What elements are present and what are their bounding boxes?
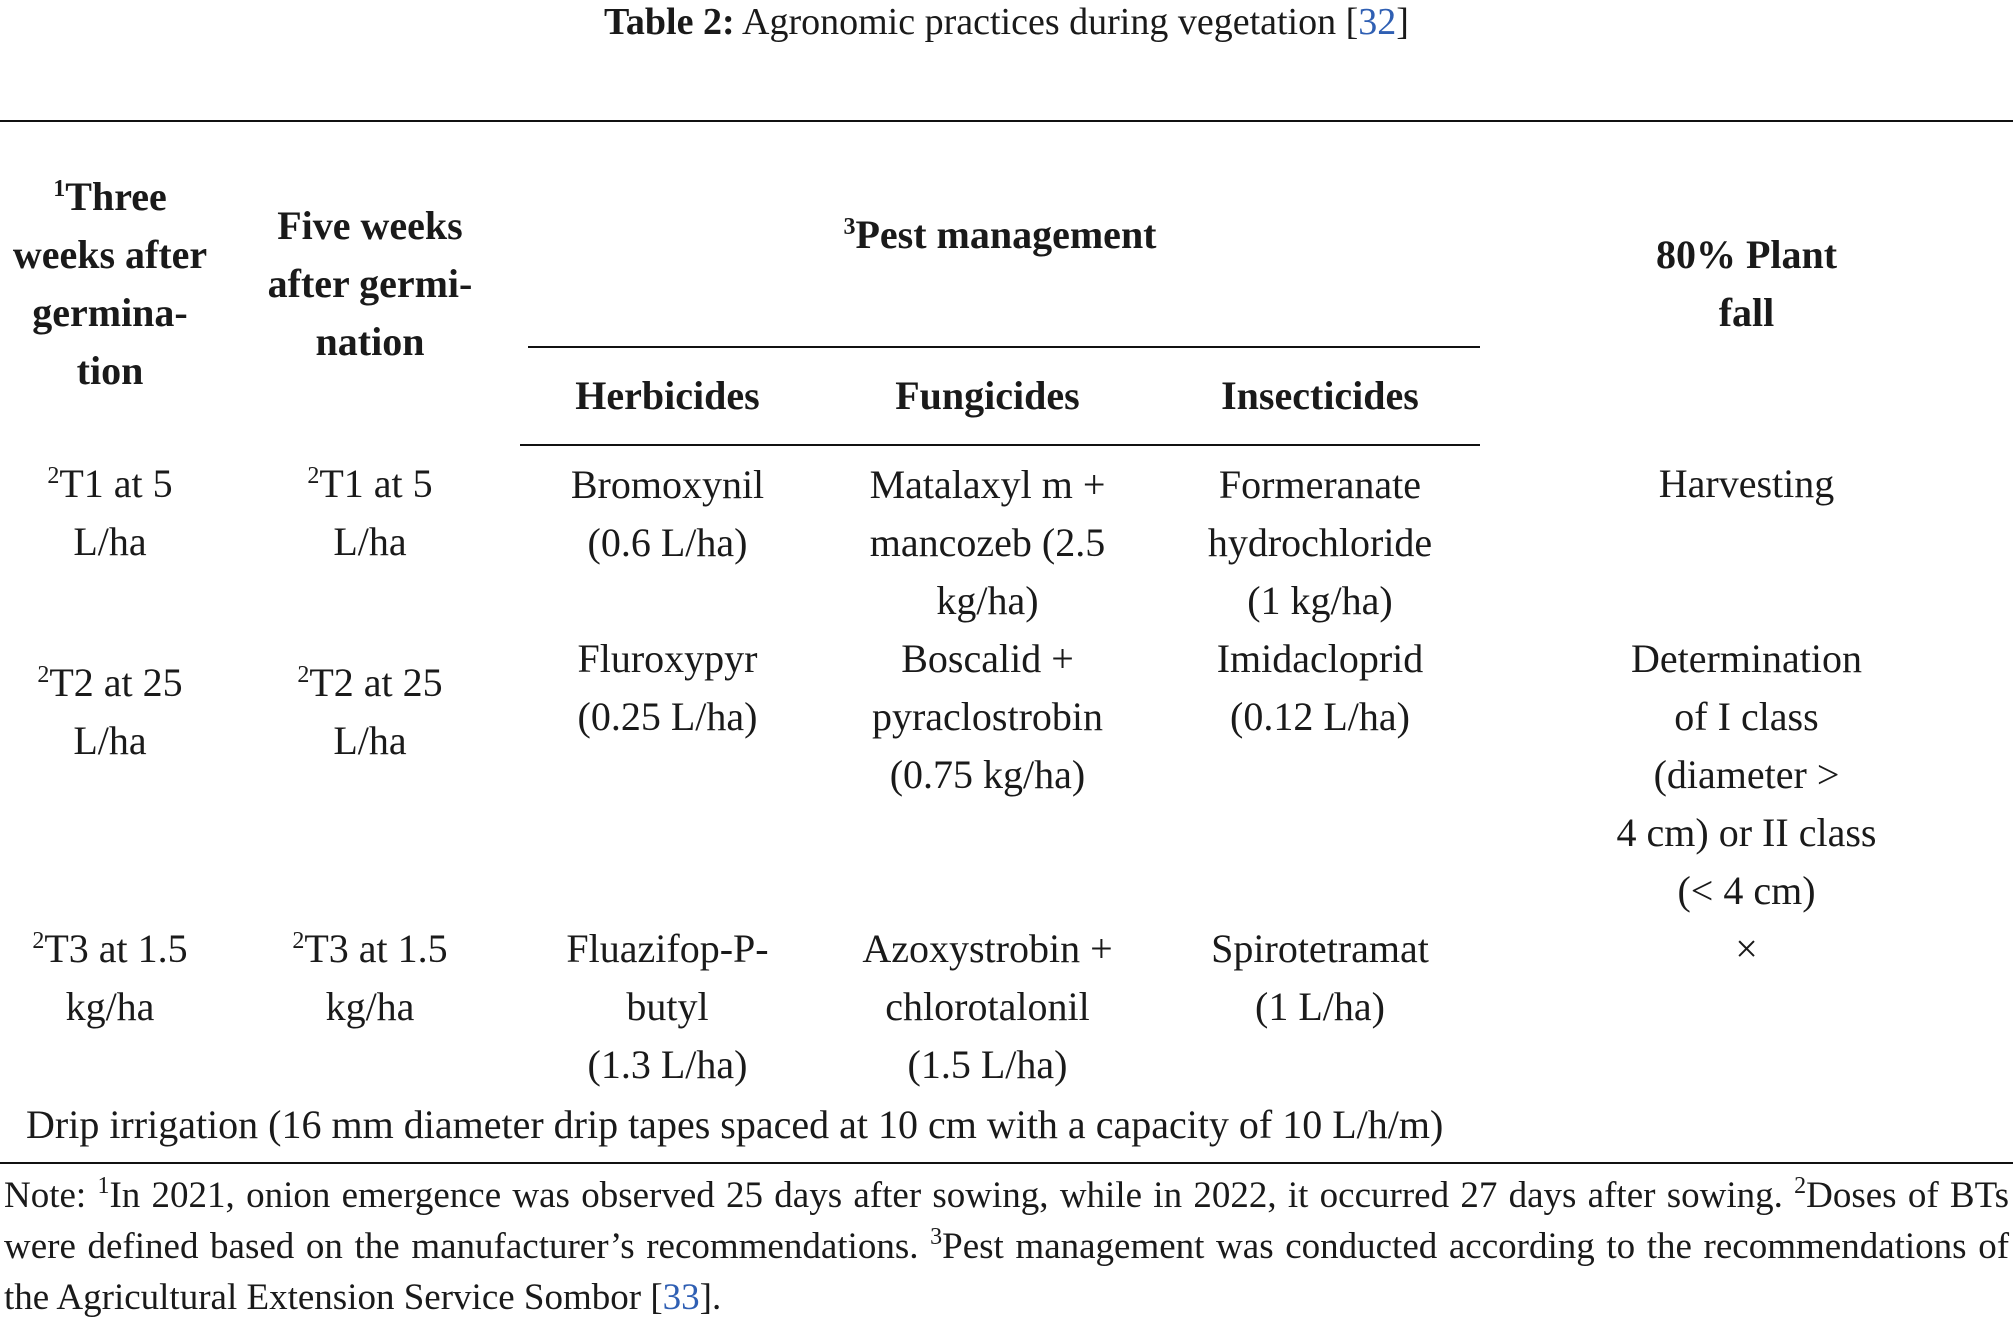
table-note: Note: $^1$In 2021, onion emergence was observed 25 days after sowing, while in 2022, it occurred 27 days after sowing. $^2$Doses of BTs were defined based on the manufacturer’s recommendations. $^3$Pest management was conducted according to the recommendations of the Agricultural Extension Service Sombor [33]. [4, 1173, 2010, 1318]
cell-drip-irrigation: Drip irrigation (16 mm diameter drip tapes spaced at 10 cm with a capacity of 10 L/h/m) [0, 1094, 2013, 1163]
table-row [0, 920, 2013, 1094]
cell-fungicides: Boscalid + pyraclostrobin (0.75 kg/ha) [871, 636, 1104, 797]
cell-five-weeks: $^2$T1 at 5 L/ha [307, 461, 433, 564]
table-row-drip-irrigation [0, 1094, 2013, 1163]
cell-herbicides: Fluazifop-P- butyl (1.3 L/ha) [566, 926, 769, 1087]
cell-five-weeks: $^2$T2 at 25 L/ha [297, 660, 443, 763]
table-caption: Table 2: Agronomic practices during vegetation [32] [604, 1, 1409, 43]
header-five-weeks: Five weeks after germi- nation [220, 121, 520, 445]
footnote-mark: 1 [97, 1173, 110, 1199]
agronomic-practices-table [0, 120, 2013, 1164]
cell-three-weeks: $^2$T2 at 25 L/ha [37, 660, 183, 763]
cell-plant-fall: Determination of I class (diameter > 4 cm) or II class (< 4 cm) [1616, 636, 1877, 913]
cell-three-weeks: $^2$T1 at 5 L/ha [47, 461, 173, 564]
header-pest-management: $^3$Pest management [520, 121, 1480, 348]
cell-herbicides: Bromoxynil (0.6 L/ha) [570, 462, 765, 565]
table-row [0, 630, 2013, 920]
caption-label: Table 2: [604, 1, 735, 43]
footnote-mark: 3 [930, 1224, 943, 1250]
caption-ref-link[interactable]: 32 [1358, 1, 1397, 43]
cell-insecticides: Formeranate hydrochloride (1 kg/ha) [1207, 462, 1433, 623]
cell-fungicides: Azoxystrobin + chlorotalonil (1.5 L/ha) [862, 926, 1113, 1087]
cell-five-weeks: $^2$T3 at 1.5 kg/ha [292, 926, 448, 1029]
cell-herbicides: Fluroxypyr (0.25 L/ha) [577, 636, 758, 739]
cell-plant-fall: Harvesting [1658, 461, 1835, 506]
cell-insecticides: Spirotetramat (1 L/ha) [1211, 926, 1429, 1029]
footnote-mark: 2 [1794, 1173, 1807, 1199]
subheader-insecticides: Insecticides [1160, 348, 1480, 445]
header-three-weeks: $^1$Three weeks after germina- tion [0, 121, 220, 445]
note-text-3: Pest management was conducted according to the recommendations of the Agricultural Extension Service Sombor [4, 1226, 2010, 1318]
note-text-1: In 2021, onion emergence was observed 25 days after sowing, while in 2022, it occurred 27 days after sowing. [109, 1175, 1783, 1216]
table-row [0, 445, 2013, 630]
cell-plant-fall: × [1735, 926, 1758, 971]
header-plant-fall: 80% Plant fall [1480, 121, 2013, 445]
note-ref-link[interactable]: 33 [662, 1277, 700, 1318]
footnote-mark: 3 [843, 214, 856, 240]
cell-insecticides: Imidacloprid (0.12 L/ha) [1216, 636, 1424, 739]
cell-fungicides: Matalaxyl m + mancozeb (2.5 kg/ha) [869, 462, 1106, 623]
note-prefix: Note: [4, 1175, 87, 1216]
footnote-mark: 1 [53, 175, 66, 202]
note-text-2: Doses of BTs were defined based on the manufacturer’s recommendations. [4, 1175, 2010, 1267]
cell-three-weeks: $^2$T3 at 1.5 kg/ha [32, 926, 188, 1029]
subheader-herbicides: Herbicides [520, 348, 815, 445]
caption-title: Agronomic practices during vegetation [742, 1, 1337, 43]
subheader-fungicides: Fungicides [815, 348, 1160, 445]
